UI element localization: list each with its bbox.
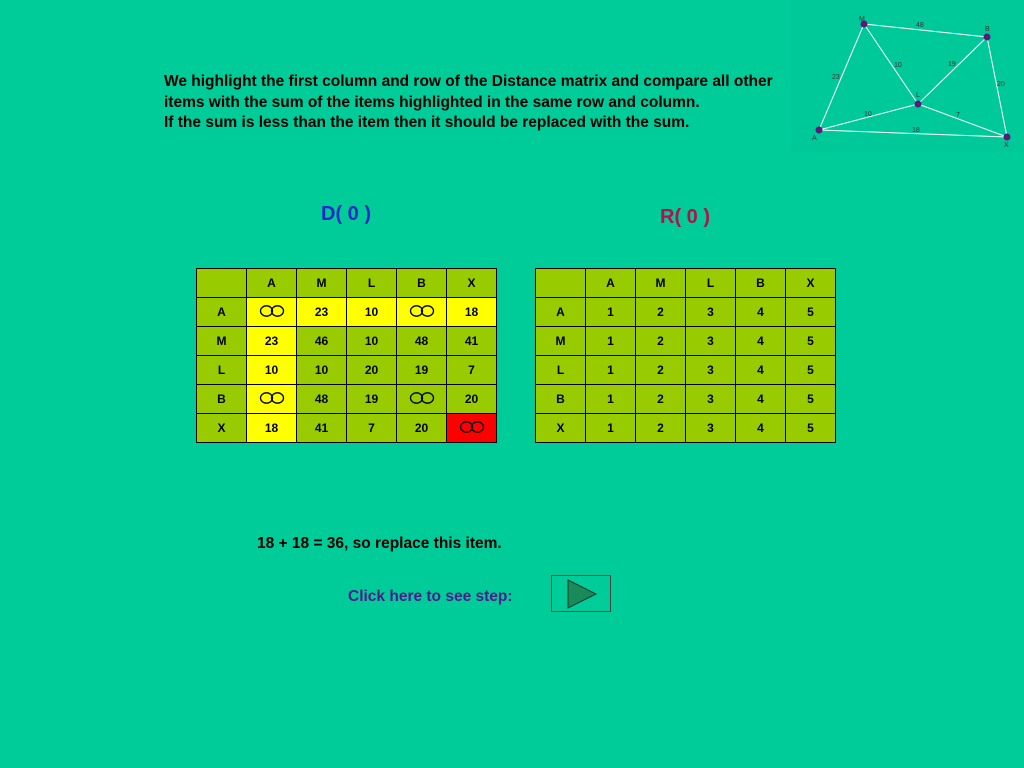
route-row-L — [536, 356, 836, 385]
distance-row-L — [197, 356, 497, 385]
weight-M-L: 10 — [894, 62, 902, 69]
infinity-icon — [409, 391, 435, 408]
distance-matrix — [196, 268, 497, 443]
distance-cell: 7 — [447, 356, 497, 385]
infinity-icon — [459, 420, 485, 437]
route-cell: 3 — [686, 356, 736, 385]
distance-cell: 23 — [247, 327, 297, 356]
distance-cell: 41 — [447, 327, 497, 356]
route-row-header: M — [536, 327, 586, 356]
distance-cell: 10 — [297, 356, 347, 385]
weight-M-A: 23 — [832, 74, 840, 81]
node-L — [915, 101, 922, 108]
distance-row-A — [197, 298, 497, 327]
node-A — [816, 127, 823, 134]
distance-header-row — [197, 269, 497, 298]
route-cell: 5 — [786, 356, 836, 385]
instruction-line-1: We highlight the first column and row of the Distance matrix and compare all other items with the sum of the items highlighted in the same row and column. — [164, 73, 773, 111]
route-cell: 3 — [686, 385, 736, 414]
weight-A-X: 18 — [912, 127, 920, 134]
distance-matrix-title: D( 0 ) — [321, 203, 371, 225]
see-step-link[interactable]: Click here to see step: — [348, 588, 513, 605]
route-col-header: M — [636, 269, 686, 298]
next-step-button[interactable] — [551, 575, 611, 612]
weight-B-X: 20 — [997, 81, 1005, 88]
distance-row-header: L — [197, 356, 247, 385]
route-cell: 1 — [586, 327, 636, 356]
distance-cell: 20 — [447, 385, 497, 414]
distance-cell: 48 — [297, 385, 347, 414]
route-cell: 5 — [786, 385, 836, 414]
node-label-B: B — [985, 26, 990, 33]
step-note: 18 + 18 = 36, so replace this item. — [257, 535, 502, 552]
distance-cell: 23 — [297, 298, 347, 327]
route-col-header: B — [736, 269, 786, 298]
distance-cell: 10 — [347, 298, 397, 327]
distance-cell: 19 — [347, 385, 397, 414]
graph-svg — [790, 0, 1024, 152]
distance-cell: 20 — [397, 414, 447, 443]
weight-L-A: 10 — [864, 111, 872, 118]
route-cell: 1 — [586, 414, 636, 443]
distance-cell-current-infinity — [447, 414, 497, 443]
route-cell: 2 — [636, 414, 686, 443]
distance-cell: 20 — [347, 356, 397, 385]
distance-row-header: M — [197, 327, 247, 356]
route-cell: 2 — [636, 298, 686, 327]
route-col-header: L — [686, 269, 736, 298]
distance-col-header: X — [447, 269, 497, 298]
route-cell: 5 — [786, 327, 836, 356]
distance-cell: 10 — [247, 356, 297, 385]
route-col-header: X — [786, 269, 836, 298]
route-cell: 5 — [786, 414, 836, 443]
distance-cell: 18 — [447, 298, 497, 327]
route-matrix — [535, 268, 836, 443]
route-cell: 4 — [736, 298, 786, 327]
route-row-header: B — [536, 385, 586, 414]
infinity-icon — [409, 304, 435, 321]
weight-L-X: 7 — [956, 112, 960, 119]
network-graph — [790, 0, 1024, 152]
distance-cell-infinity — [397, 385, 447, 414]
distance-cell: 41 — [297, 414, 347, 443]
route-row-header: X — [536, 414, 586, 443]
route-col-header: A — [586, 269, 636, 298]
route-row-A — [536, 298, 836, 327]
distance-col-header: L — [347, 269, 397, 298]
infinity-icon — [259, 304, 285, 321]
distance-row-B — [197, 385, 497, 414]
graph-edges — [819, 24, 1007, 137]
distance-row-header: A — [197, 298, 247, 327]
distance-col-header: M — [297, 269, 347, 298]
route-cell: 3 — [686, 298, 736, 327]
route-cell: 2 — [636, 356, 686, 385]
graph-nodes — [816, 21, 1011, 141]
infinity-icon — [259, 391, 285, 408]
route-cell: 2 — [636, 327, 686, 356]
instruction-line-2: If the sum is less than the item then it should be replaced with the sum. — [164, 114, 690, 131]
route-cell: 1 — [586, 356, 636, 385]
distance-cell-infinity — [397, 298, 447, 327]
route-row-header: A — [536, 298, 586, 327]
distance-cell-infinity — [247, 385, 297, 414]
edge-M-B — [864, 24, 987, 37]
edge-M-L — [864, 24, 918, 104]
instructions — [164, 72, 776, 134]
route-cell: 3 — [686, 414, 736, 443]
route-cell: 4 — [736, 385, 786, 414]
node-B — [984, 34, 991, 41]
route-cell: 3 — [686, 327, 736, 356]
route-cell: 4 — [736, 356, 786, 385]
edge-L-X — [918, 104, 1007, 137]
node-X — [1004, 134, 1011, 141]
edge-B-L — [918, 37, 987, 104]
route-corner-cell — [536, 269, 586, 298]
route-cell: 1 — [586, 298, 636, 327]
distance-cell: 18 — [247, 414, 297, 443]
route-row-B — [536, 385, 836, 414]
distance-cell: 48 — [397, 327, 447, 356]
route-cell: 4 — [736, 414, 786, 443]
play-arrow-icon — [566, 579, 598, 609]
distance-row-header: X — [197, 414, 247, 443]
route-cell: 5 — [786, 298, 836, 327]
route-row-M — [536, 327, 836, 356]
distance-row-header: B — [197, 385, 247, 414]
distance-col-header: B — [397, 269, 447, 298]
route-header-row — [536, 269, 836, 298]
distance-cell-infinity — [247, 298, 297, 327]
route-matrix-title: R( 0 ) — [660, 206, 710, 228]
distance-cell: 10 — [347, 327, 397, 356]
distance-row-M — [197, 327, 497, 356]
route-cell: 1 — [586, 385, 636, 414]
node-label-M: M — [859, 16, 865, 23]
route-row-X — [536, 414, 836, 443]
weight-M-B: 48 — [916, 22, 924, 29]
distance-corner-cell — [197, 269, 247, 298]
distance-cell: 46 — [297, 327, 347, 356]
distance-cell: 7 — [347, 414, 397, 443]
route-row-header: L — [536, 356, 586, 385]
weight-B-L: 19 — [948, 61, 956, 68]
edge-M-A — [819, 24, 864, 130]
node-label-L: L — [916, 92, 920, 99]
distance-cell: 19 — [397, 356, 447, 385]
route-cell: 4 — [736, 327, 786, 356]
distance-col-header: A — [247, 269, 297, 298]
route-cell: 2 — [636, 385, 686, 414]
node-label-X: X — [1004, 142, 1009, 149]
distance-row-X — [197, 414, 497, 443]
node-label-A: A — [812, 135, 817, 142]
